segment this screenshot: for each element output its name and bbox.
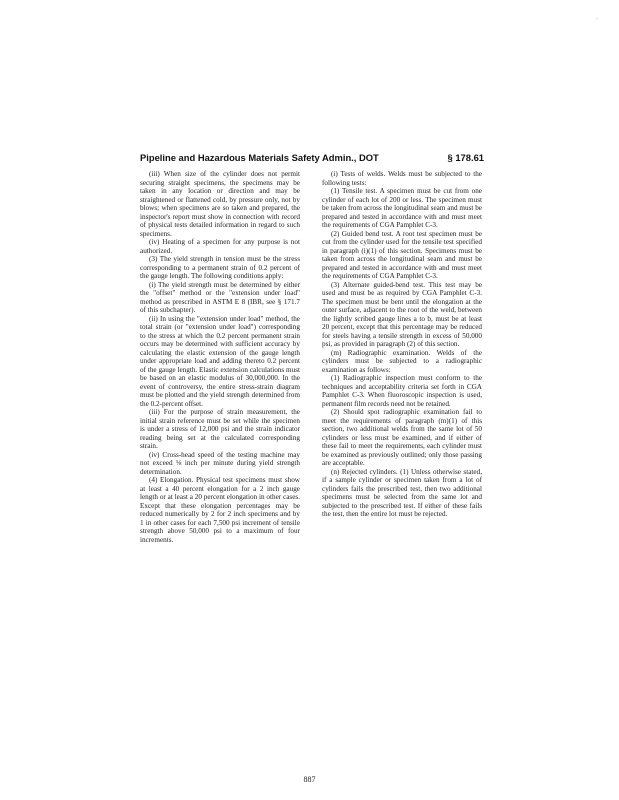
paragraph: (n) Rejected cylinders. (1) Unless otherwise stated, if a sample cylinder or specimen taken from a lot of cylinders fails the prescribed test, then two additional specimens must be selected from the same lot and subjected to the prescribed test. If either of these fails the test, then the entire lot must be rejected. [322, 467, 482, 518]
paragraph: (iii) When size of the cylinder does not permit securing straight specimens, the specimens may be taken in any location or direction and may be straightened or flattened cold, by pressure only, not by blows; when specimens are so taken and prepared, the inspector's report must show in connection with record of physical tests detailed information in regard to such specimens. [140, 170, 300, 238]
paragraph: (1) Radiographic inspection must conform to the techniques and acceptability criteria set forth in CGA Pamphlet C-3. When fluoroscopic inspection is used, permanent film records need not be retained. [322, 374, 482, 408]
paragraph: (3) Alternate guided-bend test. This test may be used and must be as required by CGA Pamphlet C-3. The specimen must be bent until the elongation at the outer surface, adjacent to the root of the weld, between the lightly scribed gauge lines a to b, must be at least 20 percent, except that this percentage may be reduced for steels having a tensile strength in excess of 50,000 psi, as provided in paragraph (2) of this section. [322, 280, 482, 348]
paragraph: (iv) Heating of a specimen for any purpose is not authorized. [140, 238, 300, 255]
paragraph: (2) Guided bend test. A root test specimen must be cut from the cylinder used for the tensile test specified in paragraph (i)(1) of this section. Specimens must be taken from across the longitudinal seam and must be prepared and tested in accordance with and must meet the requirements of CGA Pamphlet C-3. [322, 229, 482, 280]
paragraph: (3) The yield strength in tension must be the stress corresponding to a permanent strain of 0.2 percent of the gauge length. The following conditions apply: [140, 255, 300, 280]
paragraph: (iv) Cross-head speed of the testing machine may not exceed ⅛ inch per minute during yield strength determination. [140, 450, 300, 476]
paragraph: (ii) In using the "extension under load" method, the total strain (or "extension under load") corresponding to the stress at which the 0.2 percent permanent strain occurs may be determined with sufficient accuracy by calculating the elastic extension of the gauge length under appropriate load and adding thereto 0.2 percent of the gauge length. Elastic extension calculations must be based on an elastic modulus of 30,000,000. In the event of controversy, the entire stress-strain diagram must be plotted and the yield strength determined from the 0.2-percent offset. [140, 314, 300, 408]
paragraph: (i) The yield strength must be determined by either the "offset" method or the "extension under load" method as prescribed in ASTM E 8 (IBR, see § 171.7 of this subchapter). [140, 280, 300, 314]
paragraph: (m) Radiographic examination. Welds of the cylinders must be subjected to a radiographic examination as follows: [322, 348, 482, 374]
corner-mark: . [596, 14, 598, 21]
header-agency-title: Pipeline and Hazardous Materials Safety Admin., DOT [140, 152, 379, 163]
paragraph: (2) Should spot radiographic examination fail to meet the requirements of paragraph (m)(1) of this section, two additional welds from the same lot of 50 cylinders or less must be examined, and if either of these fail to meet the requirements, each cylinder must be examined as previously outlined; only those passing are acceptable. [322, 408, 482, 467]
paragraph: (iii) For the purpose of strain measurement, the initial strain reference must be set while the specimen is under a stress of 12,000 psi and the strain indicator reading being set at the calculated corresponding strain. [140, 408, 300, 450]
page-header [140, 152, 484, 166]
header-section-number: § 178.61 [447, 152, 484, 163]
left-text-column [140, 170, 300, 544]
paragraph: (i) Tests of welds. Welds must be subjected to the following tests: [322, 170, 482, 187]
right-text-column [322, 170, 482, 519]
paragraph: (4) Elongation. Physical test specimens must show at least a 40 percent elongation for a 2 inch gauge length or at least a 20 percent elongation in other cases. Except that these elongation percentages may be reduced numerically by 2 for 2 inch specimens and by 1 in other cases for each 7,500 psi increment of tensile strength above 50,000 psi to a maximum of four increments. [140, 476, 300, 544]
paragraph: (1) Tensile test. A specimen must be cut from one cylinder of each lot of 200 or less. The specimen must be taken from across the longitudinal seam and must be prepared and tested in accordance with and must meet the requirements of CGA Pamphlet C-3. [322, 187, 482, 229]
page-number: 887 [303, 775, 316, 784]
